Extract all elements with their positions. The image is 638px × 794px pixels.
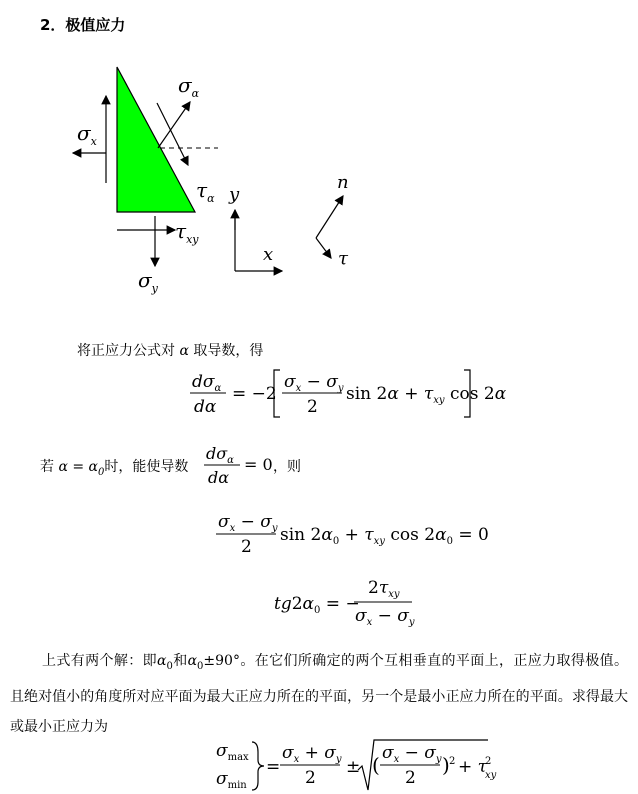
label-axis-x: x bbox=[263, 244, 274, 265]
svg-text:dα: dα bbox=[194, 397, 217, 417]
equation-extreme-stress bbox=[212, 736, 502, 794]
svg-text:sin 2α + τxy cos 2α: $\sin 2\alpha + \tau_{xy}$ cos 2α bbox=[346, 384, 507, 406]
svg-text:2: 2 bbox=[241, 537, 252, 557]
stress-element-figure bbox=[0, 40, 380, 310]
equation-derivative bbox=[180, 362, 507, 422]
svg-text:(: ( bbox=[372, 753, 380, 777]
condition-end: ，则 bbox=[273, 459, 301, 475]
section-heading: 2．极值应力 bbox=[40, 16, 126, 34]
label-tau-xy: $\tau_{xy}$ bbox=[175, 219, 199, 246]
solution-paragraph: 上式有两个解：即$\alpha_0$和$\alpha_0\pm 90^\circ$。在它们所确定的两个互相垂直的平面上，正应力取得极值。且绝对值小的角度所对应平面为最大正应力所在的平面，另一个是最小正应力所在的平面。求得最大或最小正应力为 bbox=[10, 653, 629, 735]
svg-text:tg2α0 = −: $tg2\alpha_0$ = − bbox=[274, 594, 360, 616]
svg-text:): ) bbox=[442, 753, 450, 777]
svg-text:σx − σy: $\sigma_x - \sigma_y$ bbox=[382, 743, 442, 765]
svg-text:σx + σy: $\sigma_x + \sigma_y$ bbox=[282, 743, 342, 765]
svg-text:2τxy: $2\tau_{xy}$ bbox=[368, 578, 400, 600]
svg-text:2: 2 bbox=[485, 756, 492, 767]
svg-text:=: = bbox=[266, 757, 281, 777]
label-sigma-y: $\sigma_y$ bbox=[138, 268, 158, 295]
svg-text:dσα: $d\sigma_\alpha$ bbox=[192, 372, 222, 394]
svg-text:2: 2 bbox=[405, 768, 416, 788]
svg-text:σx − σy: $\sigma_x - \sigma_y$ bbox=[284, 372, 344, 394]
n-vector bbox=[316, 196, 343, 238]
svg-text:= 0: = 0 bbox=[244, 455, 273, 474]
svg-text:2: 2 bbox=[307, 397, 318, 417]
label-sigma-x: $\sigma_x$ bbox=[77, 121, 97, 148]
label-n: n bbox=[337, 172, 349, 193]
svg-text:2: 2 bbox=[305, 768, 316, 788]
svg-text:xy: xy bbox=[485, 770, 497, 781]
svg-text:σmin: $\sigma_{min}$ bbox=[216, 769, 247, 791]
intro-line: 将正应力公式对 α 取导数，得 bbox=[77, 343, 264, 359]
svg-text:σx − σy: $\sigma_x - \sigma_y$ bbox=[218, 512, 278, 534]
equation-tangent bbox=[272, 575, 432, 629]
equation-condition-derivative bbox=[202, 441, 322, 491]
svg-text:dα: dα bbox=[208, 468, 230, 487]
svg-text:+ τ: + τ bbox=[458, 757, 488, 777]
svg-text:σmax: $\sigma_{max}$ bbox=[216, 741, 249, 763]
svg-text:σx − σy: $\sigma_x - \sigma_y$ bbox=[355, 606, 415, 628]
label-sigma-alpha: $\sigma_\alpha$ bbox=[178, 73, 200, 100]
svg-text:±: ± bbox=[346, 757, 361, 777]
sigma-alpha-arrow bbox=[158, 102, 190, 148]
label-tau: τ bbox=[338, 248, 348, 269]
tau-vector bbox=[316, 238, 331, 258]
svg-text:sin 2α0 + τxy cos 2α0 = 0: $\sin 2\alpha_0 + \tau_{xy}$ $\cos 2\alpha_0 = 0$ bbox=[280, 525, 489, 547]
svg-text:= −2: = −2 bbox=[232, 384, 277, 404]
equation-zero bbox=[212, 508, 489, 558]
label-axis-y: y bbox=[229, 184, 240, 205]
svg-text:dσα: $d\sigma_\alpha$ bbox=[206, 444, 234, 466]
svg-text:2: 2 bbox=[449, 756, 456, 767]
label-tau-alpha: $\tau_\alpha$ bbox=[196, 178, 215, 205]
condition-line: 若 $\alpha = \alpha_0$时，能使导数 bbox=[40, 459, 189, 478]
